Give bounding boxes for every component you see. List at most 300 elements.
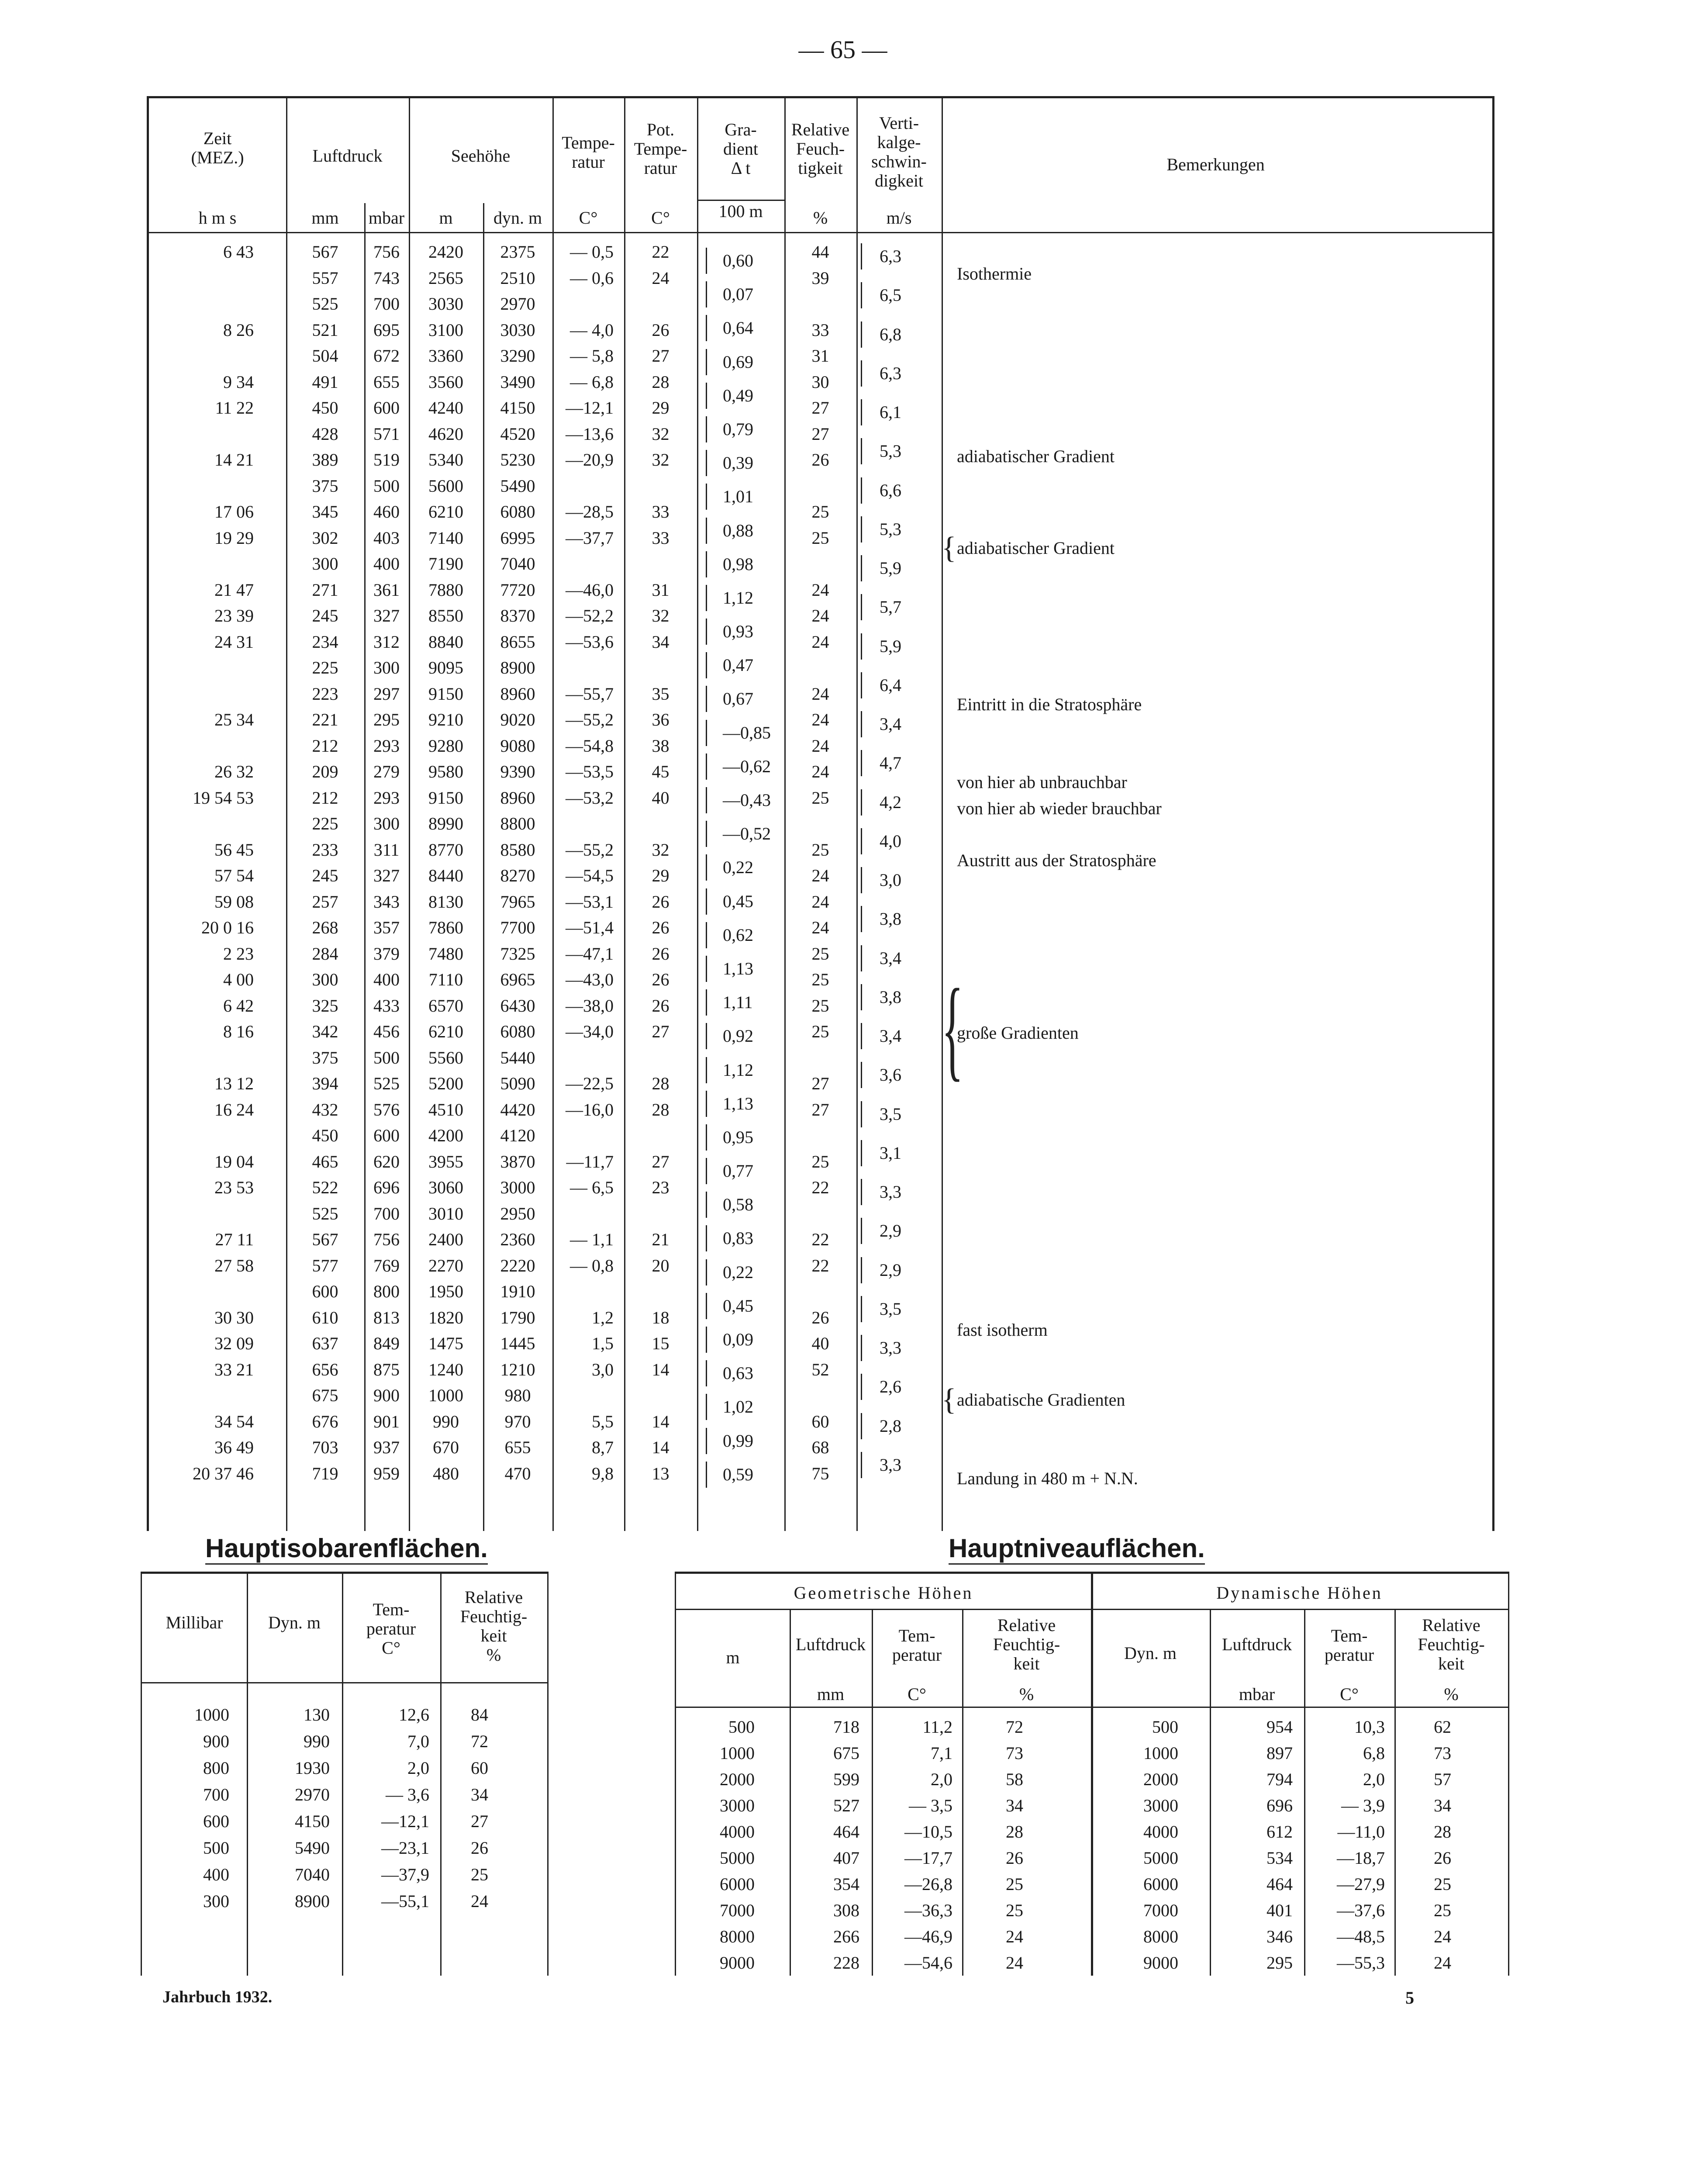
- gradient-value: 0,49: [706, 383, 753, 409]
- column-dynm: [483, 239, 552, 1486]
- niveau-cell: 527: [833, 1796, 859, 1815]
- footer-sheet-number: 5: [1405, 1988, 1414, 2008]
- cell-dyn: 8900: [500, 658, 535, 677]
- cell-dyn: 5490: [500, 476, 535, 496]
- cell-rf: 24: [811, 736, 829, 756]
- cell-mbar: 600: [373, 1126, 400, 1145]
- cell-mbar: 700: [373, 294, 400, 314]
- cell-dyn: 970: [504, 1411, 531, 1431]
- niveau-unit-p1: %: [1019, 1684, 1034, 1704]
- cell-m: 1000: [428, 1386, 463, 1405]
- cell-zeit: [149, 473, 254, 499]
- isobaren-cell: 26: [471, 1838, 488, 1858]
- niveau-cell: 295: [1267, 1953, 1293, 1973]
- cell-rf: [784, 811, 856, 837]
- cell-t: [552, 473, 614, 499]
- cell-pot: [624, 1045, 697, 1071]
- cell-rf: 60: [811, 1411, 829, 1431]
- vertikal-value: 4,2: [861, 789, 901, 816]
- cell-pot: 38: [652, 736, 669, 756]
- cell-m: 5200: [428, 1074, 463, 1093]
- remark-unbrauchbar: von hier ab unbrauchbar: [957, 772, 1127, 792]
- cell-t: —22,5: [566, 1074, 614, 1093]
- vertikal-value: 4,7: [861, 750, 901, 776]
- cell-zeit: 19 29: [214, 528, 254, 548]
- isobaren-cell: 500: [203, 1838, 229, 1858]
- cell-rf: 25: [811, 840, 829, 860]
- niveau-cell: 954: [1267, 1717, 1293, 1737]
- cell-dyn: 2375: [500, 242, 535, 262]
- cell-dyn: 3870: [500, 1151, 535, 1171]
- cell-mbar: 655: [373, 372, 400, 392]
- remark-landung: Landung in 480 m + N.N.: [957, 1469, 1138, 1488]
- cell-m: 990: [433, 1411, 459, 1431]
- cell-zeit: [149, 1201, 254, 1227]
- cell-rf: 27: [811, 398, 829, 418]
- cell-t: —55,2: [566, 840, 614, 860]
- unit-dynm: dyn. m: [493, 208, 542, 228]
- cell-dyn: 2360: [500, 1230, 535, 1249]
- cell-zeit: [149, 421, 254, 447]
- cell-mbar: 400: [373, 554, 400, 574]
- cell-rf: [784, 551, 856, 577]
- cell-mm: 432: [312, 1099, 338, 1120]
- niveau-cell: 72: [1006, 1717, 1023, 1737]
- cell-pot: 35: [652, 684, 669, 704]
- isobaren-cell: 4150: [295, 1811, 330, 1831]
- cell-m: 9280: [428, 736, 463, 756]
- niveau-cell: —10,5: [904, 1822, 952, 1842]
- cell-zeit: 23 39: [214, 606, 254, 625]
- isobaren-cell: — 3,6: [386, 1785, 429, 1804]
- cell-zeit: 8 16: [223, 1022, 254, 1041]
- cell-mbar: 620: [373, 1151, 400, 1171]
- cell-zeit: [149, 1123, 254, 1149]
- niveau-cell: —11,0: [1337, 1822, 1385, 1842]
- cell-mm: 719: [312, 1463, 338, 1483]
- cell-mm: 325: [312, 995, 338, 1016]
- cell-m: 3060: [428, 1178, 463, 1197]
- cell-rf: 24: [811, 684, 829, 704]
- cell-dyn: 7720: [500, 580, 535, 600]
- niveau-cell: 612: [1267, 1822, 1293, 1842]
- cell-zeit: [149, 551, 254, 577]
- cell-zeit: 27 58: [214, 1255, 254, 1275]
- cell-t: —53,2: [566, 788, 614, 808]
- niveau-cell: 4000: [1143, 1822, 1178, 1842]
- gradient-value: 1,12: [706, 1057, 753, 1083]
- gradient-value: 0,93: [706, 619, 753, 645]
- cell-pot: 28: [652, 372, 669, 392]
- cell-rf: 25: [811, 502, 829, 522]
- cell-mbar: 279: [373, 762, 400, 781]
- cell-pot: 45: [652, 762, 669, 781]
- cell-dyn: 1790: [500, 1307, 535, 1327]
- cell-mbar: 756: [373, 242, 400, 262]
- cell-m: 6570: [428, 995, 463, 1016]
- cell-m: 4200: [428, 1126, 463, 1145]
- unit-gradient: 100 m: [697, 200, 784, 221]
- cell-zeit: 59 08: [214, 892, 254, 912]
- cell-m: 2400: [428, 1230, 463, 1249]
- isobaren-cell: 700: [203, 1785, 229, 1804]
- cell-zeit: 6 43: [223, 242, 254, 262]
- cell-rf: 25: [811, 1151, 829, 1171]
- cell-rf: [784, 1045, 856, 1071]
- isobaren-cell: 8900: [295, 1891, 330, 1911]
- cell-t: —55,7: [566, 684, 614, 704]
- unit-mbar: mbar: [368, 208, 405, 228]
- vertikal-value: 3,8: [861, 984, 901, 1010]
- cell-mm: 525: [312, 294, 338, 314]
- cell-dyn: 6430: [500, 995, 535, 1016]
- cell-zeit: [149, 655, 254, 681]
- vertikal-value: 6,6: [861, 477, 901, 504]
- cell-t: — 4,0: [570, 320, 614, 340]
- cell-zeit: 19 04: [214, 1151, 254, 1171]
- cell-t: [552, 655, 614, 681]
- niveau-cell: 25: [1434, 1901, 1451, 1920]
- cell-mm: 577: [312, 1255, 338, 1275]
- niveau-unit-c1: C°: [908, 1684, 926, 1704]
- cell-mm: 567: [312, 1230, 338, 1249]
- cell-t: —52,2: [566, 606, 614, 625]
- cell-m: 8770: [428, 840, 463, 860]
- cell-zeit: 13 12: [214, 1074, 254, 1093]
- cell-t: — 0,8: [570, 1255, 614, 1275]
- isobaren-title: Hauptisobarenflächen.: [205, 1533, 488, 1565]
- header-bemerkungen: Bemerkungen: [1166, 155, 1265, 174]
- page-number: — 65 —: [798, 35, 887, 64]
- niveau-header-temp: Tem- peratur: [892, 1626, 942, 1665]
- cell-rf: 31: [811, 346, 829, 366]
- cell-mbar: 700: [373, 1203, 400, 1223]
- cell-mm: 703: [312, 1438, 338, 1457]
- niveau-cell: 10,3: [1354, 1717, 1385, 1737]
- niveau-cell: 718: [833, 1717, 859, 1737]
- cell-zeit: [149, 343, 254, 369]
- cell-m: 2420: [428, 242, 463, 262]
- isobaren-table: [141, 1572, 549, 1976]
- cell-pot: 36: [652, 710, 669, 729]
- gradient-value: 1,12: [706, 585, 753, 611]
- cell-mbar: 500: [373, 1047, 400, 1068]
- cell-pot: [624, 1123, 697, 1149]
- cell-dyn: 6080: [500, 502, 535, 522]
- niveau-cell: 599: [833, 1769, 859, 1789]
- niveau-table: [675, 1572, 1509, 1976]
- cell-pot: 33: [652, 528, 669, 548]
- cell-mm: 234: [312, 632, 338, 652]
- remark-brauchbar: von hier ab wieder brauchbar: [957, 798, 1162, 818]
- cell-mm: 233: [312, 840, 338, 860]
- cell-mm: 223: [312, 684, 338, 704]
- niveau-cell: 9000: [720, 1953, 755, 1973]
- niveau-header-temp-2: Tem- peratur: [1324, 1626, 1374, 1665]
- isobaren-cell: 1000: [194, 1705, 229, 1724]
- cell-pot: 28: [652, 1074, 669, 1093]
- cell-m: 7880: [428, 580, 463, 600]
- cell-t: — 5,8: [570, 346, 614, 366]
- cell-m: 7480: [428, 943, 463, 964]
- niveau-cell: 58: [1006, 1769, 1023, 1789]
- cell-zeit: 34 54: [214, 1411, 254, 1431]
- niveau-cell: 228: [833, 1953, 859, 1973]
- niveau-cell: —27,9: [1337, 1874, 1385, 1894]
- isobaren-cell: 2970: [295, 1785, 330, 1804]
- niveau-cell: 6,8: [1363, 1743, 1385, 1763]
- cell-m: 5600: [428, 476, 463, 496]
- cell-dyn: 6965: [500, 970, 535, 989]
- vertikal-value: 3,4: [861, 1023, 901, 1049]
- cell-mm: 212: [312, 788, 338, 808]
- vertikal-value: 5,3: [861, 438, 901, 464]
- cell-t: —37,7: [566, 528, 614, 548]
- cell-mbar: 525: [373, 1074, 400, 1093]
- gradient-value: 0,09: [706, 1327, 753, 1353]
- cell-m: 9095: [428, 658, 463, 677]
- cell-dyn: 4120: [500, 1126, 535, 1145]
- gradient-value: 0,77: [706, 1158, 753, 1184]
- niveau-dyn-title: Dynamische Höhen: [1216, 1583, 1383, 1603]
- cell-t: —53,5: [566, 762, 614, 781]
- gradient-value: —0,43: [706, 787, 771, 813]
- cell-zeit: 6 42: [223, 995, 254, 1016]
- cell-mm: 675: [312, 1386, 338, 1405]
- cell-dyn: 6080: [500, 1022, 535, 1041]
- vertikal-value: 3,4: [861, 945, 901, 971]
- cell-mm: 245: [312, 606, 338, 625]
- cell-rf: 24: [811, 710, 829, 729]
- cell-pot: [624, 655, 697, 681]
- niveau-cell: 407: [833, 1848, 859, 1868]
- cell-zeit: 30 30: [214, 1307, 254, 1327]
- niveau-cell: 5000: [1143, 1848, 1178, 1868]
- niveau-cell: 7000: [720, 1901, 755, 1920]
- niveau-cell: 6000: [720, 1874, 755, 1894]
- cell-mm: 567: [312, 242, 338, 262]
- cell-mm: 375: [312, 1047, 338, 1068]
- gradient-value: 0,99: [706, 1428, 753, 1454]
- cell-rf: 24: [811, 918, 829, 937]
- cell-pot: 32: [652, 840, 669, 860]
- cell-rf: 39: [811, 268, 829, 288]
- unit-pot: C°: [651, 208, 670, 228]
- cell-zeit: 25 34: [214, 710, 254, 729]
- cell-m: 9210: [428, 710, 463, 729]
- cell-dyn: 7965: [500, 892, 535, 912]
- gradient-value: 1,02: [706, 1394, 753, 1420]
- header-luftdruck: Luftdruck: [312, 146, 383, 166]
- cell-pot: 21: [652, 1230, 669, 1249]
- column-feuchtigkeit: [784, 239, 856, 1486]
- cell-m: 6210: [428, 502, 463, 522]
- cell-mm: 225: [312, 658, 338, 677]
- cell-dyn: 2950: [500, 1203, 535, 1223]
- vertikal-value: 2,9: [861, 1257, 901, 1283]
- niveau-cell: 11,2: [922, 1717, 952, 1737]
- niveau-cell: 500: [1152, 1717, 1178, 1737]
- cell-mbar: 293: [373, 736, 400, 756]
- niveau-cell: 8000: [1143, 1927, 1178, 1946]
- cell-m: 8550: [428, 606, 463, 625]
- gradient-value: 0,92: [706, 1023, 753, 1049]
- cell-m: 3030: [428, 294, 463, 314]
- niveau-cell: 1000: [720, 1743, 755, 1763]
- cell-t: —16,0: [566, 1099, 614, 1120]
- cell-rf: 68: [811, 1438, 829, 1457]
- gradient-value: 0,45: [706, 1293, 753, 1319]
- cell-zeit: 17 06: [214, 502, 254, 522]
- niveau-cell: — 3,9: [1341, 1796, 1385, 1815]
- cell-zeit: 16 24: [214, 1099, 254, 1120]
- cell-zeit: 27 11: [215, 1230, 254, 1249]
- vertikal-value: 5,9: [861, 555, 901, 581]
- cell-dyn: 8800: [500, 814, 535, 833]
- cell-m: 9150: [428, 684, 463, 704]
- niveau-header-feucht: Relative Feuchtig- keit: [993, 1615, 1060, 1673]
- isobaren-cell: —37,9: [381, 1865, 429, 1884]
- cell-pot: 14: [652, 1411, 669, 1431]
- niveau-cell: 34: [1006, 1796, 1023, 1815]
- cell-pot: 32: [652, 450, 669, 470]
- cell-dyn: 2510: [500, 268, 535, 288]
- header-zeit: Zeit (MEZ.): [191, 128, 244, 167]
- cell-pot: 27: [652, 1022, 669, 1041]
- cell-mm: 637: [312, 1334, 338, 1353]
- cell-dyn: 980: [504, 1386, 531, 1405]
- gradient-value: 0,62: [706, 922, 753, 948]
- cell-dyn: 3030: [500, 320, 535, 340]
- niveau-cell: 464: [1267, 1874, 1293, 1894]
- gradient-value: 1,11: [706, 989, 753, 1016]
- vertikal-value: 6,5: [861, 282, 901, 308]
- cell-zeit: 56 45: [214, 840, 254, 860]
- cell-t: —43,0: [566, 970, 614, 989]
- remark-austritt: Austritt aus der Stratosphäre: [957, 850, 1156, 870]
- cell-pot: [624, 811, 697, 837]
- niveau-cell: —26,8: [904, 1874, 952, 1894]
- cell-m: 3955: [428, 1151, 463, 1171]
- niveau-unit-mbar: mbar: [1239, 1684, 1275, 1704]
- gradient-value: 0,45: [706, 888, 753, 915]
- cell-dyn: 9020: [500, 710, 535, 729]
- unit-mm: mm: [311, 208, 339, 228]
- niveau-cell: 3000: [1143, 1796, 1178, 1815]
- cell-rf: 25: [811, 943, 829, 964]
- isobaren-cell: —12,1: [381, 1811, 429, 1831]
- cell-m: 1950: [428, 1282, 463, 1301]
- cell-dyn: 8370: [500, 606, 535, 625]
- cell-mm: 257: [312, 892, 338, 912]
- cell-mm: 525: [312, 1203, 338, 1223]
- cell-pot: 29: [652, 866, 669, 885]
- cell-zeit: [149, 1045, 254, 1071]
- cell-dyn: 1445: [500, 1334, 535, 1353]
- cell-m: 1820: [428, 1307, 463, 1327]
- cell-t: —12,1: [566, 398, 614, 418]
- niveau-cell: 25: [1434, 1874, 1451, 1894]
- cell-mbar: 576: [373, 1099, 400, 1120]
- cell-m: 6210: [428, 1022, 463, 1041]
- cell-t: [552, 1279, 614, 1305]
- remark-brace-3: {: [942, 1383, 956, 1417]
- cell-zeit: 4 00: [223, 970, 254, 989]
- cell-rf: 22: [811, 1178, 829, 1197]
- isobaren-header-millibar: Millibar: [166, 1613, 223, 1632]
- cell-rf: 24: [811, 866, 829, 885]
- gradient-value: 0,64: [706, 315, 753, 341]
- isobaren-cell: 130: [304, 1705, 330, 1724]
- unit-temp: C°: [579, 208, 598, 228]
- vertikal-value: 3,0: [861, 867, 901, 893]
- cell-rf: [784, 1123, 856, 1149]
- cell-zeit: [149, 1382, 254, 1409]
- vertikal-value: 6,8: [861, 321, 901, 348]
- cell-m: 2565: [428, 268, 463, 288]
- gradient-value: —0,52: [706, 821, 771, 847]
- niveau-header-luftdruck: Luftdruck: [796, 1635, 866, 1654]
- vertikal-value: 3,8: [861, 906, 901, 932]
- niveau-cell: 24: [1006, 1927, 1023, 1946]
- cell-mm: 610: [312, 1307, 338, 1327]
- unit-feucht: %: [813, 208, 828, 228]
- cell-mbar: 327: [373, 606, 400, 625]
- niveau-header-dynm: Dyn. m: [1124, 1643, 1177, 1663]
- column-zeit: [149, 239, 254, 1486]
- cell-pot: 28: [652, 1099, 669, 1120]
- cell-m: 5560: [428, 1047, 463, 1068]
- remark-brace-1: {: [942, 531, 956, 565]
- cell-mm: 245: [312, 866, 338, 885]
- cell-dyn: 5230: [500, 450, 535, 470]
- vertikal-value: 4,0: [861, 828, 901, 854]
- gradient-value: 0,22: [706, 854, 753, 881]
- niveau-cell: —55,3: [1337, 1953, 1385, 1973]
- cell-rf: [784, 1382, 856, 1409]
- cell-rf: 24: [811, 762, 829, 781]
- cell-dyn: 9080: [500, 736, 535, 756]
- cell-pot: 22: [652, 242, 669, 262]
- cell-t: —38,0: [566, 995, 614, 1016]
- cell-mm: 302: [312, 528, 338, 548]
- cell-t: —55,2: [566, 710, 614, 729]
- cell-mm: 389: [312, 450, 338, 470]
- cell-rf: [784, 1201, 856, 1227]
- cell-pot: [624, 291, 697, 317]
- cell-mm: 465: [312, 1151, 338, 1171]
- vertikal-value: 5,9: [861, 633, 901, 660]
- cell-mm: 656: [312, 1359, 338, 1379]
- cell-zeit: 33 21: [214, 1359, 254, 1379]
- niveau-cell: 62: [1434, 1717, 1451, 1737]
- niveau-cell: —48,5: [1337, 1927, 1385, 1946]
- vertikal-value: 6,3: [861, 243, 901, 270]
- niveau-cell: 794: [1267, 1769, 1293, 1789]
- cell-pot: 33: [652, 502, 669, 522]
- cell-pot: [624, 1279, 697, 1305]
- cell-pot: 32: [652, 606, 669, 625]
- vertikal-value: 2,6: [861, 1374, 901, 1400]
- cell-dyn: 3290: [500, 346, 535, 366]
- cell-t: —46,0: [566, 580, 614, 600]
- cell-mbar: 343: [373, 892, 400, 912]
- remark-adiabatisch-1: adiabatischer Gradient: [957, 446, 1115, 466]
- cell-mm: 284: [312, 943, 338, 964]
- vertikal-value: 2,9: [861, 1218, 901, 1244]
- header-seehoehe: Seehöhe: [451, 146, 511, 166]
- cell-mm: 504: [312, 346, 338, 366]
